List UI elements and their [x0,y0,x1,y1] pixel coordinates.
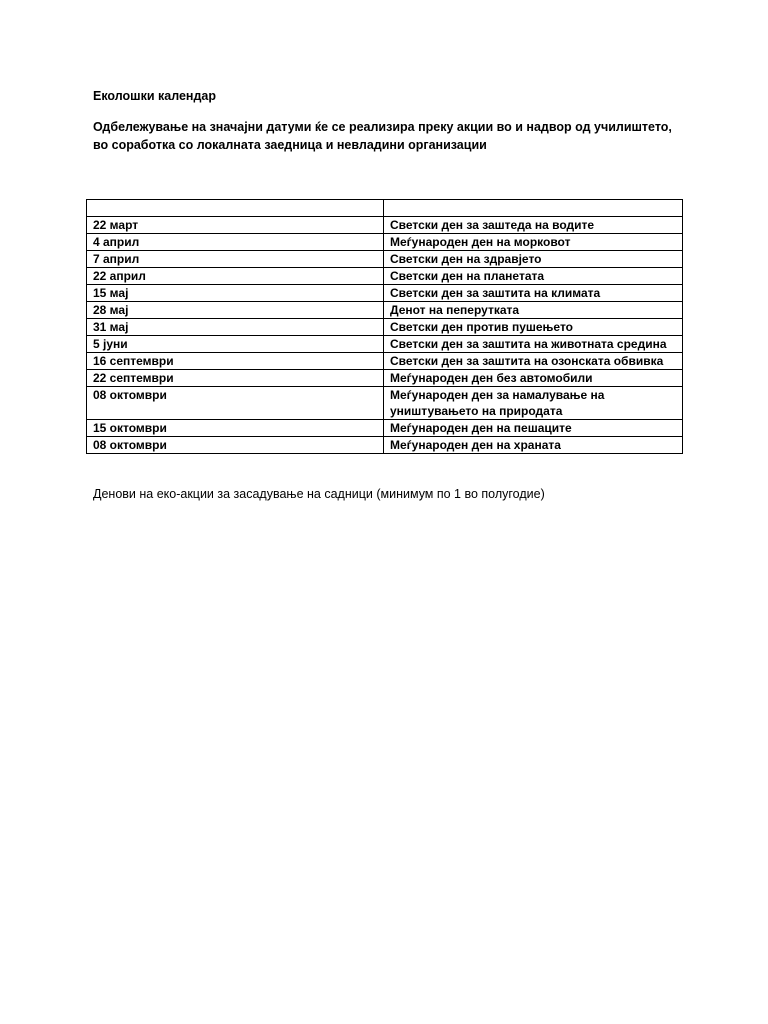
table-row [87,217,683,234]
date-cell: 22 април [87,268,384,285]
date-cell: 22 септември [87,370,384,387]
table-row [87,437,683,454]
table-header-row [87,200,683,217]
table-row [87,285,683,302]
header-cell-date [87,200,384,217]
table-row [87,387,683,420]
event-cell: Светски ден за заштеда на водите [384,217,683,234]
tree-planting-note: Денови на еко-акции за засадување на садници (минимум по 1 во полугодие) [93,487,545,501]
date-cell: 08 октомври [87,437,384,454]
event-cell: Меѓународен ден за намалување на уништувањето на природата [384,387,683,420]
date-cell: 28 мај [87,302,384,319]
table-row [87,319,683,336]
table-row [87,268,683,285]
date-cell: 22 март [87,217,384,234]
date-cell: 5 јуни [87,336,384,353]
table-row [87,420,683,437]
table-row [87,336,683,353]
event-cell: Денот на пеперутката [384,302,683,319]
intro-paragraph [93,118,693,154]
header-cell-event [384,200,683,217]
document-title: Еколошки календар [93,89,217,103]
event-cell: Светски ден на планетата [384,268,683,285]
table-row [87,302,683,319]
table-row [87,370,683,387]
event-cell: Меѓународен ден на морковот [384,234,683,251]
event-cell: Светски ден на здравјето [384,251,683,268]
eco-calendar-table [86,199,683,454]
date-cell: 08 октомври [87,387,384,420]
date-cell: 4 април [87,234,384,251]
table-row [87,234,683,251]
intro-line-2: во соработка со локалната заедница и невладини организации [93,138,487,152]
event-cell: Светски ден за заштита на климата [384,285,683,302]
date-cell: 31 мај [87,319,384,336]
table-row [87,251,683,268]
date-cell: 15 октомври [87,420,384,437]
date-cell: 16 септември [87,353,384,370]
event-cell: Меѓународен ден на храната [384,437,683,454]
event-cell: Меѓународен ден на пешаците [384,420,683,437]
intro-line-1: Одбележување на значајни датуми ќе се реализира преку акции во и надвор од училиштето, [93,120,672,134]
date-cell: 15 мај [87,285,384,302]
event-cell: Светски ден за заштита на животната средина [384,336,683,353]
event-cell: Светски ден за заштита на озонската обвивка [384,353,683,370]
date-cell: 7 април [87,251,384,268]
event-cell: Меѓународен ден без автомобили [384,370,683,387]
table-row [87,353,683,370]
event-cell: Светски ден против пушењето [384,319,683,336]
